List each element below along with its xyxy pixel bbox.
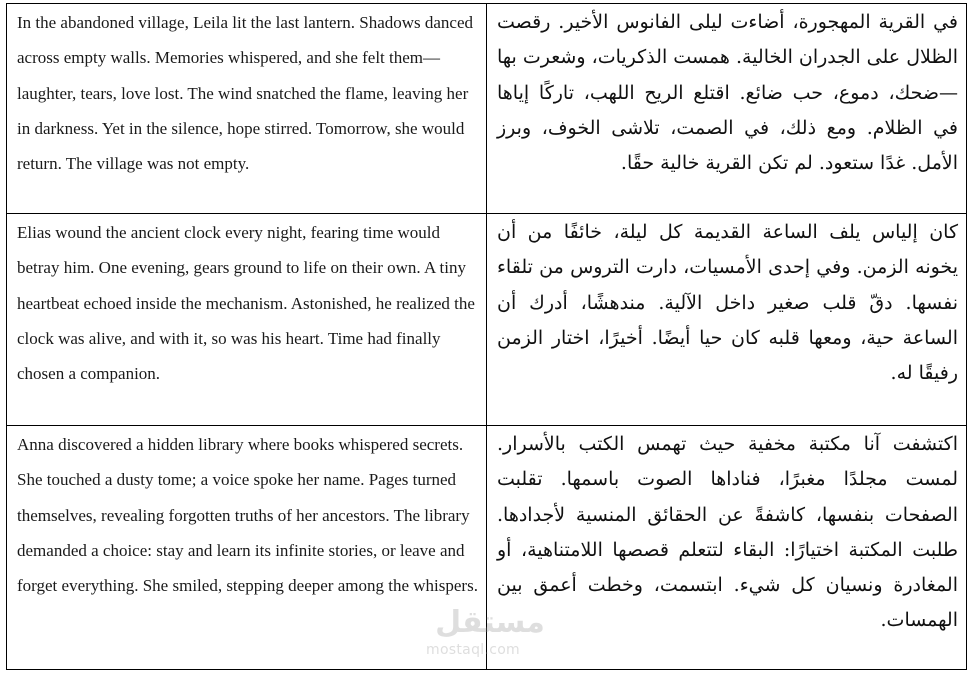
table-row xyxy=(7,4,967,214)
arabic-cell xyxy=(487,426,967,670)
bilingual-stories-table xyxy=(6,3,967,670)
english-cell xyxy=(7,214,487,426)
english-story-library: Anna discovered a hidden library where books whispered secrets. She touched a dusty tome; a voice spoke her name. Pages turned themselves, revealing forgotten truths of her ancestors. The library demanded a choice: stay and learn its infinite stories, or leave and forget everything. She smiled, stepping deeper among the whispers. xyxy=(17,435,478,596)
arabic-story-clock: كان إلياس يلف الساعة القديمة كل ليلة، خائفًا من أن يخونه الزمن. وفي إحدى الأمسيات، دارت التروس من تلقاء نفسها. دقّ قلب صغير داخل الآلية. مندهشًا، أدرك أن الساعة حية، ومعها قلبه كان حيا أيضًا. أخيرًا، اختار الزمن رفيقًا له. xyxy=(497,221,958,385)
watermark-url: mostaql.com xyxy=(426,642,520,658)
english-story-clock: Elias wound the ancient clock every night, fearing time would betray him. One evening, gears ground to life on their own. A tiny heartbeat echoed inside the mechanism. Astonished, he realized the clock was alive, and with it, so was his heart. Time had finally chosen a companion. xyxy=(17,223,475,384)
watermark-logo-text: مستقل xyxy=(435,605,545,640)
table-row xyxy=(7,214,967,426)
arabic-story-lantern: في القرية المهجورة، أضاءت ليلى الفانوس الأخير. رقصت الظلال على الجدران الخالية. همست الذكريات، وشعرت بها—ضحك، دموع، حب ضائع. اقتلع الريح اللهب، تاركًا إياها في الظلام. ومع ذلك، في الصمت، تلاشى الخوف، وبرز الأمل. غدًا ستعود. لم تكن القرية خالية حقًا. xyxy=(497,11,958,175)
english-story-lantern: In the abandoned village, Leila lit the last lantern. Shadows danced across empty walls. Memories whispered, and she felt them—laughter, tears, love lost. The wind snatched the flame, leaving her in darkness. Yet in the silence, hope stirred. Tomorrow, she would return. The village was not empty. xyxy=(17,13,474,174)
arabic-story-library: اكتشفت آنا مكتبة مخفية حيث تهمس الكتب بالأسرار. لمست مجلدًا مغبرًا، فناداها الصوت باسمها. تقلبت الصفحات بنفسها، كاشفةً عن الحقائق المنسية لأجدادها. طلبت المكتبة اختيارًا: البقاء لتتعلم قصصها اللامتناهية، أو المغادرة ونسيان كل شيء. ابتسمت، وخطت أعمق بين الهمسات. xyxy=(497,433,958,632)
arabic-cell xyxy=(487,214,967,426)
english-cell xyxy=(7,4,487,214)
arabic-cell xyxy=(487,4,967,214)
english-cell xyxy=(7,426,487,670)
table-row xyxy=(7,426,967,670)
